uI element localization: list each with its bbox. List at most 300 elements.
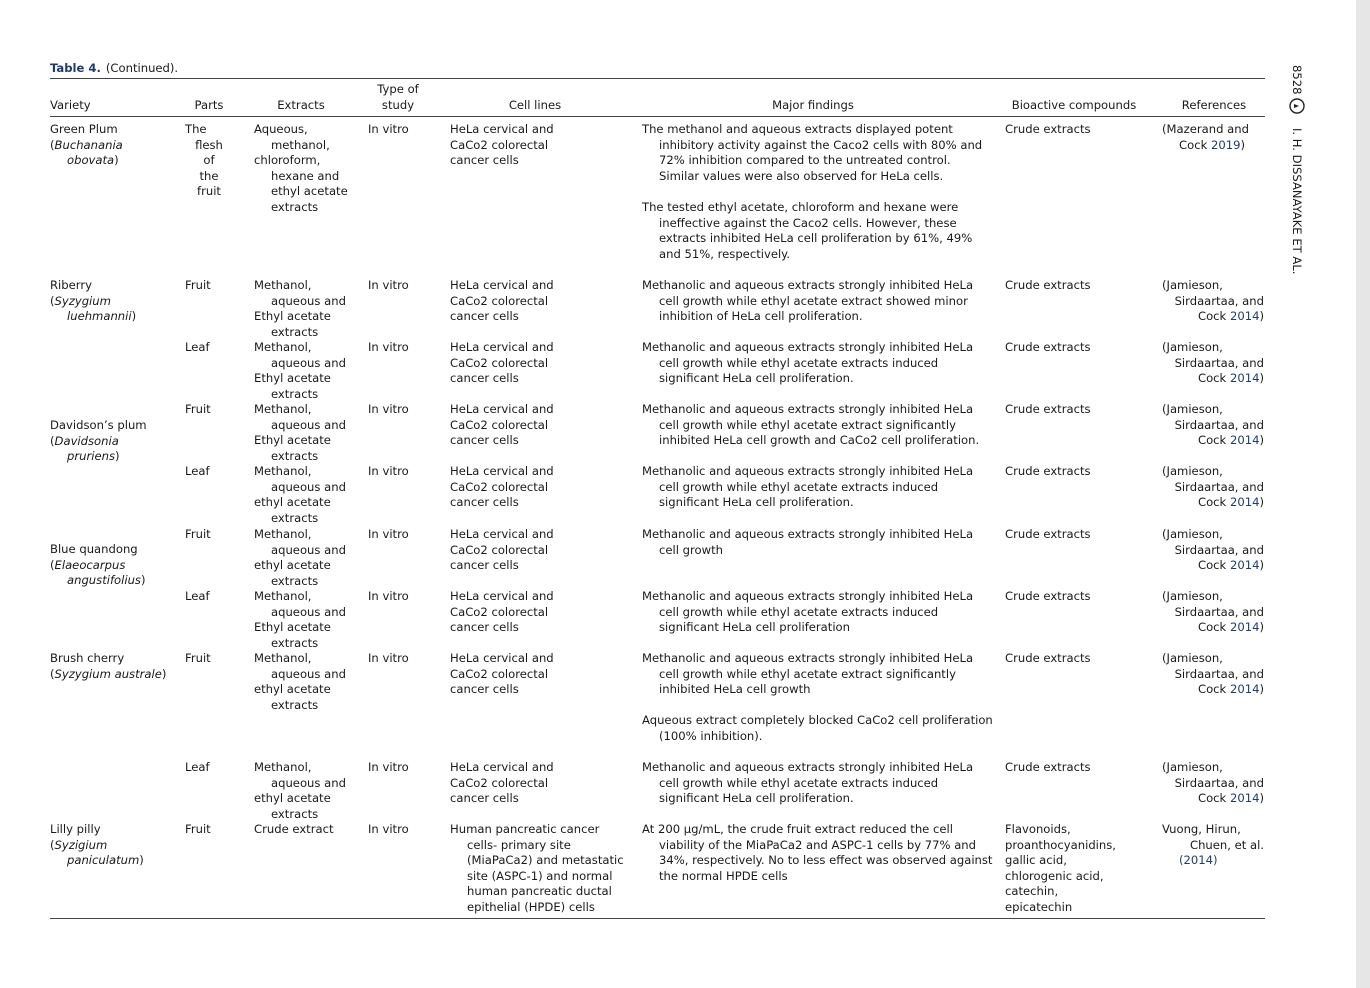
- top-rule: [50, 78, 1265, 79]
- row-references: [1162, 651, 1264, 698]
- findings-line: significant HeLa cell proliferation.: [659, 371, 854, 386]
- row-references: [1162, 340, 1264, 387]
- cell-lines-line: cancer cells: [450, 558, 519, 573]
- reference-line: (Jamieson,: [1162, 589, 1223, 603]
- reference-year-link[interactable]: 2014: [1229, 495, 1260, 510]
- compound-line: gallic acid,: [1005, 853, 1067, 868]
- running-head: [1276, 60, 1316, 280]
- variety-line: paniculatum): [67, 853, 144, 868]
- reference-line: Sirdaartaa, and: [1174, 604, 1264, 619]
- findings-line: and 51%, respectively.: [659, 246, 791, 261]
- variety-line: (Buchanania: [50, 137, 123, 152]
- cell-lines-line: HeLa cervical and: [450, 340, 554, 354]
- reference-close: ): [1259, 558, 1264, 573]
- row-study-type: In vitro: [368, 278, 409, 292]
- row-cell-lines: [450, 122, 554, 169]
- findings-line: Methanolic and aqueous extracts strongly inhibited HeLa: [642, 651, 974, 665]
- findings-line: 72% inhibition compared to the untreated control.: [659, 153, 951, 168]
- extracts-line: hexane and: [271, 168, 340, 183]
- reference-year-link[interactable]: 2014: [1229, 371, 1260, 386]
- row-variety: [50, 278, 136, 325]
- row-parts: [185, 464, 210, 480]
- extracts-line: ethyl acetate: [271, 184, 348, 199]
- parts-line: Fruit: [185, 527, 211, 541]
- findings-line: Similar values were also observed for HeLa cells.: [659, 168, 944, 183]
- variety-line: obovata): [67, 153, 119, 168]
- row-variety: [50, 542, 146, 589]
- row-references: [1162, 402, 1264, 449]
- row-compounds: [1005, 651, 1091, 667]
- extracts-line: methanol,: [271, 137, 330, 152]
- compound-line: Crude extracts: [1005, 340, 1091, 354]
- row-findings: [642, 278, 973, 325]
- reference-line: Vuong, Hirun,: [1162, 822, 1241, 836]
- parts-line: Fruit: [185, 278, 211, 292]
- bottom-rule: [50, 918, 1265, 919]
- cell-lines-line: human pancreatic ductal: [467, 884, 612, 899]
- extracts-line: Methanol,: [254, 589, 312, 603]
- header-type-line1: Type of: [377, 82, 419, 96]
- cell-lines-line: epithelial (HPDE) cells: [467, 899, 595, 914]
- extracts-line: aqueous and: [271, 355, 346, 370]
- row-extracts: [254, 589, 346, 651]
- cell-lines-line: CaCo2 colorectal: [450, 775, 549, 790]
- findings-line: cell growth: [659, 542, 723, 557]
- header-type-line2: study: [381, 97, 415, 112]
- row-cell-lines: [450, 464, 554, 511]
- reference-line: Sirdaartaa, and: [1174, 293, 1264, 308]
- row-study-type: In vitro: [368, 651, 409, 665]
- variety-line: angustifolius): [67, 573, 146, 588]
- findings-line: cell growth while ethyl acetate extracts induced: [659, 775, 939, 790]
- compound-line: catechin,: [1005, 884, 1059, 899]
- reference-author: Cock: [1179, 137, 1211, 152]
- header-parts: Parts: [194, 98, 224, 112]
- findings-line: Methanolic and aqueous extracts strongly inhibited HeLa: [642, 340, 974, 354]
- reference-line: (Jamieson,: [1162, 340, 1223, 354]
- row-references: [1162, 464, 1264, 511]
- cell-lines-line: HeLa cervical and: [450, 651, 554, 665]
- species-name: angustifolius: [67, 573, 141, 588]
- reference-year-link[interactable]: 2019: [1210, 137, 1241, 152]
- findings-line: Methanolic and aqueous extracts strongly inhibited HeLa: [642, 464, 974, 478]
- row-findings: [642, 822, 992, 884]
- extracts-line: extracts: [271, 386, 319, 401]
- compound-line: Flavonoids,: [1005, 822, 1071, 836]
- compound-line: Crude extracts: [1005, 527, 1091, 541]
- findings-line: (100% inhibition).: [659, 728, 763, 743]
- variety-line: Davidson’s plum: [50, 418, 147, 432]
- scrollbar[interactable]: [1356, 0, 1370, 988]
- species-name: Syzygium: [54, 293, 111, 308]
- row-compounds: [1005, 122, 1091, 138]
- compound-line: Crude extracts: [1005, 402, 1091, 416]
- row-extracts: [254, 822, 334, 838]
- row-parts: [185, 760, 210, 776]
- row-study-type: In vitro: [368, 464, 409, 478]
- cell-lines-line: cancer cells: [450, 153, 519, 168]
- species-name: Davidsonia: [54, 433, 119, 448]
- reference-close: ): [1259, 682, 1264, 697]
- parts-line: the: [199, 168, 219, 183]
- reference-line: Cock 2014): [1197, 433, 1264, 448]
- extracts-line: extracts: [271, 510, 319, 525]
- extracts-line: Ethyl acetate: [254, 371, 331, 386]
- row-parts: [185, 122, 233, 200]
- row-findings-extra: [642, 200, 972, 262]
- header-variety: Variety: [50, 98, 91, 112]
- cell-lines-line: CaCo2 colorectal: [450, 479, 549, 494]
- row-cell-lines: [450, 527, 554, 574]
- findings-line: Methanolic and aqueous extracts strongly inhibited HeLa: [642, 589, 974, 603]
- species-name: luehmannii: [67, 309, 132, 324]
- reference-year-link[interactable]: 2014: [1229, 558, 1260, 573]
- variety-line: Riberry: [50, 278, 92, 292]
- reference-line: (Jamieson,: [1162, 464, 1223, 478]
- parts-line: Fruit: [185, 822, 211, 836]
- parts-line: The: [185, 122, 207, 136]
- findings-line: inhibition of HeLa cell proliferation.: [659, 309, 863, 324]
- reference-line: Sirdaartaa, and: [1174, 479, 1264, 494]
- reference-year-link[interactable]: 2014: [1229, 620, 1260, 635]
- parts-line: of: [203, 153, 215, 168]
- row-study-type: In vitro: [368, 527, 409, 541]
- extracts-line: aqueous and: [271, 293, 346, 308]
- row-extracts: [254, 527, 346, 589]
- variety-line: (Syzigium: [50, 837, 108, 852]
- findings-line: 34%, respectively. No to less effect was observed against: [659, 853, 993, 868]
- extracts-line: ethyl acetate: [254, 682, 331, 697]
- row-variety: [50, 122, 123, 169]
- row-findings: [642, 122, 982, 184]
- row-findings: [642, 464, 973, 511]
- findings-line: inhibited HeLa cell growth: [659, 682, 811, 697]
- row-study-type: In vitro: [368, 822, 409, 836]
- row-cell-lines: [450, 589, 554, 636]
- row-findings: [642, 651, 973, 698]
- cell-lines-line: cancer cells: [450, 620, 519, 635]
- row-variety: [50, 418, 147, 465]
- reference-line: (Jamieson,: [1162, 651, 1223, 665]
- header-cell-lines: Cell lines: [508, 98, 562, 112]
- reference-line: Sirdaartaa, and: [1174, 666, 1264, 681]
- findings-line: cell growth while ethyl acetate extract significantly: [659, 417, 956, 432]
- parts-line: Leaf: [185, 340, 210, 354]
- extracts-line: extracts: [271, 635, 319, 650]
- extracts-line: Ethyl acetate: [254, 433, 331, 448]
- findings-line: Methanolic and aqueous extracts strongly inhibited HeLa: [642, 402, 974, 416]
- header-findings: Major findings: [772, 98, 854, 112]
- findings-line: extracts inhibited HeLa cell proliferation by 61%, 49%: [659, 231, 973, 246]
- row-compounds: [1005, 340, 1091, 356]
- row-cell-lines: [450, 340, 554, 387]
- extracts-line: extracts: [271, 199, 319, 214]
- extracts-line: aqueous and: [271, 666, 346, 681]
- reference-year-link[interactable]: 2014: [1229, 791, 1260, 806]
- extracts-line: Methanol,: [254, 527, 312, 541]
- header-rule: [50, 116, 1265, 117]
- page-number: 8528: [1290, 65, 1304, 95]
- findings-line: significant HeLa cell proliferation.: [659, 495, 854, 510]
- extracts-line: Methanol,: [254, 340, 312, 354]
- findings-line: cell growth while ethyl acetate extract significantly: [659, 666, 956, 681]
- species-name: Elaeocarpus: [54, 557, 126, 572]
- cell-lines-line: CaCo2 colorectal: [450, 355, 549, 370]
- reference-year-link[interactable]: (2014): [1179, 853, 1218, 868]
- variety-line: Blue quandong: [50, 542, 138, 556]
- variety-line: Brush cherry: [50, 651, 125, 665]
- cell-lines-line: cells- primary site: [467, 837, 571, 852]
- reference-line: Cock 2014): [1197, 495, 1264, 510]
- parts-line: fruit: [197, 184, 221, 199]
- header-extracts: Extracts: [277, 98, 325, 112]
- variety-line: (Syzygium: [50, 293, 111, 308]
- reference-line: Sirdaartaa, and: [1174, 355, 1264, 370]
- findings-line: viability of the MiaPaCa2 and ASPC-1 cells by 77% and: [659, 837, 977, 852]
- row-compounds: [1005, 589, 1091, 605]
- compound-line: chlorogenic acid,: [1005, 868, 1104, 883]
- row-extracts: [254, 340, 346, 402]
- species-name: pruriens: [67, 449, 115, 464]
- reference-line: (Jamieson,: [1162, 278, 1223, 292]
- cell-lines-line: cancer cells: [450, 309, 519, 324]
- findings-line: Methanolic and aqueous extracts strongly inhibited HeLa: [642, 760, 974, 774]
- row-extracts: [254, 278, 346, 340]
- row-parts: [185, 402, 211, 418]
- cell-lines-line: HeLa cervical and: [450, 464, 554, 478]
- extracts-line: extracts: [271, 697, 319, 712]
- row-compounds: [1005, 527, 1091, 543]
- cell-lines-line: HeLa cervical and: [450, 278, 554, 292]
- reference-year-link[interactable]: 2014: [1229, 682, 1260, 697]
- row-findings: [642, 760, 973, 807]
- variety-line: Green Plum: [50, 122, 118, 136]
- row-references: [1162, 822, 1264, 869]
- reference-year-link[interactable]: 2014: [1229, 309, 1260, 324]
- row-parts: [185, 278, 211, 294]
- extracts-line: aqueous and: [271, 479, 346, 494]
- cell-lines-line: cancer cells: [450, 791, 519, 806]
- extracts-line: extracts: [271, 448, 319, 463]
- row-variety: [50, 651, 166, 682]
- extracts-line: extracts: [271, 806, 319, 821]
- extracts-line: Methanol,: [254, 760, 312, 774]
- species-name: Syzygium australe: [54, 666, 162, 681]
- row-study-type: In vitro: [368, 760, 409, 774]
- reference-line: Chuen, et al.: [1189, 837, 1264, 852]
- header-compounds: Bioactive compounds: [1011, 98, 1137, 112]
- extracts-line: extracts: [271, 324, 319, 339]
- reference-close: ): [1259, 495, 1264, 510]
- cell-lines-line: CaCo2 colorectal: [450, 542, 549, 557]
- row-findings-extra: [642, 713, 993, 744]
- findings-line: cell growth while ethyl acetate extract showed minor: [659, 293, 968, 308]
- row-compounds: [1005, 464, 1091, 480]
- row-study-type: In vitro: [368, 589, 409, 603]
- variety-line: Lilly pilly: [50, 822, 101, 836]
- row-parts: [185, 822, 211, 838]
- variety-line: pruriens): [67, 449, 120, 464]
- variety-line: (Syzygium australe): [50, 666, 167, 681]
- reference-close: ): [1240, 137, 1246, 152]
- compound-line: proanthocyanidins,: [1005, 837, 1116, 852]
- row-parts: [185, 589, 210, 605]
- cell-lines-line: HeLa cervical and: [450, 402, 554, 416]
- variety-line: (Davidsonia: [50, 433, 119, 448]
- compound-line: Crude extracts: [1005, 464, 1091, 478]
- row-parts: [185, 527, 211, 543]
- row-compounds: [1005, 278, 1091, 294]
- reference-line: Cock 2014): [1197, 682, 1264, 697]
- extracts-line: Ethyl acetate: [254, 309, 331, 324]
- findings-line: Methanolic and aqueous extracts strongly inhibited HeLa: [642, 527, 974, 541]
- table-caption: [50, 61, 178, 75]
- variety-line: (Elaeocarpus: [50, 557, 126, 572]
- species-name: Syzigium: [54, 837, 108, 852]
- extracts-line: aqueous and: [271, 542, 346, 557]
- row-extracts: [254, 122, 348, 216]
- parts-line: Leaf: [185, 760, 210, 774]
- row-findings: [642, 589, 973, 636]
- row-references: [1162, 122, 1264, 153]
- reference-line: [1162, 138, 1264, 154]
- reference-line: (Jamieson,: [1162, 402, 1223, 416]
- findings-line: inhibitory activity against the Caco2 cells with 80% and: [659, 137, 983, 152]
- variety-line: luehmannii): [67, 309, 137, 324]
- parts-line: Fruit: [185, 402, 211, 416]
- findings-line: Aqueous extract completely blocked CaCo2 cell proliferation: [642, 713, 993, 727]
- reference-line: Sirdaartaa, and: [1174, 775, 1264, 790]
- cell-lines-line: CaCo2 colorectal: [450, 137, 549, 152]
- row-compounds: [1005, 402, 1091, 418]
- cell-lines-line: cancer cells: [450, 495, 519, 510]
- row-compounds: [1005, 822, 1116, 916]
- cell-lines-line: HeLa cervical and: [450, 527, 554, 541]
- cell-lines-line: site (ASPC-1) and normal: [467, 868, 613, 883]
- row-extracts: [254, 402, 346, 464]
- compound-line: Crude extracts: [1005, 651, 1091, 665]
- row-findings: [642, 402, 979, 449]
- extracts-line: aqueous and: [271, 775, 346, 790]
- extracts-line: aqueous and: [271, 604, 346, 619]
- row-extracts: [254, 760, 346, 822]
- row-parts: [185, 651, 211, 667]
- compound-line: Crude extracts: [1005, 760, 1091, 774]
- row-parts: [185, 340, 210, 356]
- reference-line: Cock 2014): [1197, 558, 1264, 573]
- cell-lines-line: HeLa cervical and: [450, 589, 554, 603]
- extracts-line: Ethyl acetate: [254, 620, 331, 635]
- findings-line: The methanol and aqueous extracts displayed potent: [642, 122, 953, 136]
- compound-line: Crude extracts: [1005, 122, 1091, 136]
- findings-line: the normal HPDE cells: [659, 868, 788, 883]
- header-type: [364, 82, 432, 113]
- extracts-line: Aqueous,: [254, 122, 308, 136]
- reference-line: (Jamieson,: [1162, 760, 1223, 774]
- cell-lines-line: CaCo2 colorectal: [450, 604, 549, 619]
- extracts-line: Crude extract: [254, 822, 334, 836]
- compound-line: Crude extracts: [1005, 589, 1091, 603]
- row-compounds: [1005, 760, 1091, 776]
- row-study-type: In vitro: [368, 340, 409, 354]
- parts-line: Leaf: [185, 589, 210, 603]
- reference-line: Sirdaartaa, and: [1174, 542, 1264, 557]
- species-name: paniculatum: [67, 853, 140, 868]
- row-study-type: In vitro: [368, 122, 409, 136]
- extracts-line: aqueous and: [271, 417, 346, 432]
- extracts-line: chloroform,: [254, 153, 321, 168]
- extracts-line: Methanol,: [254, 278, 312, 292]
- extracts-line: Methanol,: [254, 651, 312, 665]
- row-extracts: [254, 464, 346, 526]
- reference-line: Cock 2014): [1197, 620, 1264, 635]
- extracts-line: ethyl acetate: [254, 558, 331, 573]
- reference-close: ): [1259, 309, 1264, 324]
- findings-line: inhibited HeLa cell growth and CaCo2 cell proliferation.: [659, 433, 980, 448]
- reference-line: Sirdaartaa, and: [1174, 417, 1264, 432]
- findings-line: cell growth while ethyl acetate extracts induced: [659, 355, 939, 370]
- cell-lines-line: CaCo2 colorectal: [450, 417, 549, 432]
- findings-line: ineffective against the Caco2 cells. However, these: [659, 215, 957, 230]
- reference-close: ): [1259, 371, 1264, 386]
- row-cell-lines: [450, 402, 554, 449]
- findings-line: The tested ethyl acetate, chloroform and hexane were: [642, 200, 959, 214]
- reference-close: ): [1259, 791, 1264, 806]
- cell-lines-line: HeLa cervical and: [450, 760, 554, 774]
- compound-line: Crude extracts: [1005, 278, 1091, 292]
- running-head-authors: I. H. DISSANAYAKE ET AL.: [1290, 128, 1304, 275]
- parts-line: flesh: [195, 137, 223, 152]
- extracts-line: ethyl acetate: [254, 791, 331, 806]
- findings-line: Methanolic and aqueous extracts strongly inhibited HeLa: [642, 278, 974, 292]
- cell-lines-line: CaCo2 colorectal: [450, 666, 549, 681]
- header-references: References: [1181, 98, 1247, 112]
- reference-line: (Mazerand and: [1162, 122, 1249, 136]
- cell-lines-line: cancer cells: [450, 433, 519, 448]
- row-findings: [642, 527, 973, 558]
- reference-year-link[interactable]: 2014: [1229, 433, 1260, 448]
- findings-line: cell growth while ethyl acetate extracts induced: [659, 604, 939, 619]
- species-name: obovata: [67, 153, 115, 168]
- parts-line: Leaf: [185, 464, 210, 478]
- extracts-line: Methanol,: [254, 464, 312, 478]
- row-cell-lines: [450, 651, 554, 698]
- cell-lines-line: cancer cells: [450, 371, 519, 386]
- reference-line: [1162, 853, 1264, 869]
- row-cell-lines: [450, 822, 624, 916]
- cell-lines-line: (MiaPaCa2) and metastatic: [467, 853, 624, 868]
- row-references: [1162, 760, 1264, 807]
- findings-line: significant HeLa cell proliferation.: [659, 791, 854, 806]
- row-references: [1162, 278, 1264, 325]
- extracts-line: Methanol,: [254, 402, 312, 416]
- reference-close: ): [1259, 433, 1264, 448]
- cell-lines-line: cancer cells: [450, 682, 519, 697]
- row-study-type: In vitro: [368, 402, 409, 416]
- row-extracts: [254, 651, 346, 713]
- table-caption-text: (Continued).: [105, 61, 179, 75]
- parts-line: Fruit: [185, 651, 211, 665]
- compound-line: epicatechin: [1005, 899, 1073, 914]
- extracts-line: extracts: [271, 573, 319, 588]
- cell-lines-line: Human pancreatic cancer: [450, 822, 600, 836]
- extracts-line: ethyl acetate: [254, 495, 331, 510]
- reference-line: (Jamieson,: [1162, 527, 1223, 541]
- reference-close: ): [1259, 620, 1264, 635]
- row-findings: [642, 340, 973, 387]
- cell-lines-line: HeLa cervical and: [450, 122, 554, 136]
- species-name: Buchanania: [54, 137, 123, 152]
